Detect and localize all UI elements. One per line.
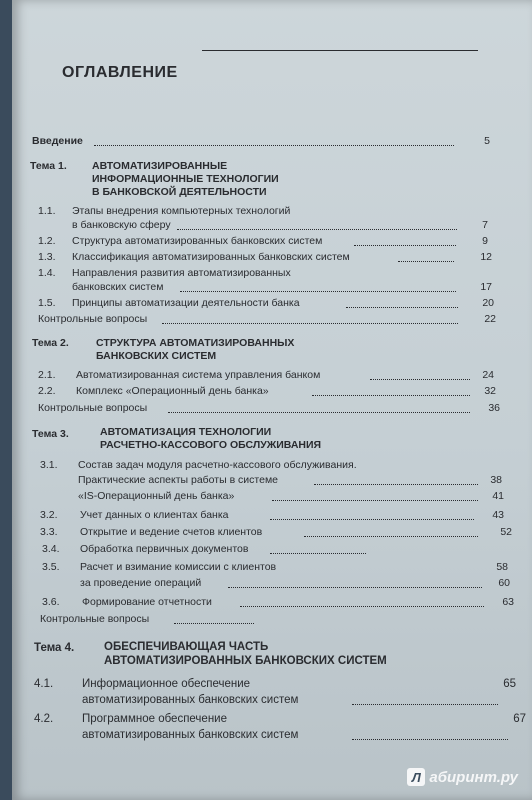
section-number: 3.1. [40, 459, 58, 471]
section-title: Комплекс «Операционный день банка» [76, 385, 269, 397]
header-rule [202, 50, 478, 51]
leader-dots [174, 623, 254, 624]
page-number: 9 [482, 235, 488, 247]
intro-label: Введение [32, 135, 83, 147]
book-page [12, 0, 532, 800]
section-number: 2.1. [38, 369, 56, 381]
topic-label: Тема 4. [34, 642, 75, 654]
questions-label: Контрольные вопросы [38, 402, 148, 414]
watermark-text: абиринт.ру [429, 768, 518, 786]
questions-label: Контрольные вопросы [38, 313, 148, 325]
section-number: 3.3. [40, 526, 58, 538]
page-number: 43 [492, 509, 504, 521]
section-number: 3.5. [42, 561, 60, 573]
section-title: Программное обеспечение [82, 713, 227, 725]
page-number: 58 [496, 561, 508, 573]
leader-dots [240, 606, 484, 607]
topic-title [92, 160, 279, 199]
leader-dots [352, 739, 508, 740]
leader-dots [94, 145, 454, 146]
questions-label: Контрольные вопросы [40, 613, 150, 625]
section-number: 4.1. [34, 678, 54, 690]
topic-title-line: РАСЧЕТНО-КАССОВОГО ОБСЛУЖИВАНИЯ [100, 439, 322, 451]
section-title: автоматизированных банковских систем [82, 729, 299, 741]
leader-dots [312, 395, 470, 396]
page-number: 7 [482, 219, 488, 231]
labirint-watermark [407, 768, 518, 786]
section-number: 3.4. [42, 543, 60, 555]
topic-title [96, 337, 294, 363]
section-title: Расчет и взимание комиссии с клиентов [80, 561, 277, 573]
topic-title-line: ОБЕСПЕЧИВАЮЩАЯ ЧАСТЬ [104, 641, 269, 653]
section-title: «IS-Операционный день банка» [78, 490, 235, 502]
page-number: 52 [500, 526, 512, 538]
page-number: 17 [480, 281, 492, 293]
section-number: 4.2. [34, 713, 54, 725]
leader-dots [352, 704, 498, 705]
leader-dots [270, 519, 474, 520]
section-number: 1.2. [38, 235, 56, 247]
page-number: 63 [502, 596, 514, 608]
section-title: Этапы внедрения компьютерных технологий [72, 205, 291, 217]
section-title: банковских систем [72, 281, 164, 293]
page-number: 12 [480, 251, 492, 263]
section-number: 1.1. [38, 205, 56, 217]
section-number: 3.2. [40, 509, 58, 521]
section-title: в банковскую сферу [72, 219, 171, 231]
page-title: ОГЛАВЛЕНИЕ [62, 64, 178, 81]
section-title: Принципы автоматизации деятельности банка [72, 297, 300, 309]
topic-title [104, 640, 387, 668]
page-number: 41 [492, 490, 504, 502]
labirint-logo-icon: Л [407, 768, 425, 786]
page-number: 32 [484, 385, 496, 397]
leader-dots [180, 291, 456, 292]
leader-dots [177, 229, 457, 230]
section-title: Учет данных о клиентах банка [80, 509, 229, 521]
section-title: Классификация автоматизированных банковских систем [72, 251, 350, 263]
section-number: 1.3. [38, 251, 56, 263]
leader-dots [354, 245, 456, 246]
section-title: Обработка первичных документов [80, 543, 249, 555]
section-title: Структура автоматизированных банковских систем [72, 235, 323, 247]
topic-title-line: АВТОМАТИЗАЦИЯ ТЕХНОЛОГИИ [100, 426, 272, 438]
page-number: 60 [498, 577, 510, 589]
leader-dots [162, 323, 458, 324]
page-number: 36 [488, 402, 500, 414]
topic-label: Тема 2. [32, 337, 69, 349]
topic-title-line: СТРУКТУРА АВТОМАТИЗИРОВАННЫХ [96, 337, 295, 349]
section-title: Формирование отчетности [82, 596, 212, 608]
section-number: 1.4. [38, 267, 56, 279]
section-number: 3.6. [42, 596, 60, 608]
page-number: 24 [482, 369, 494, 381]
section-title: Информационное обеспечение [82, 678, 251, 690]
page-number: 5 [484, 135, 490, 147]
section-title: за проведение операций [80, 577, 202, 589]
page-number: 38 [490, 474, 502, 486]
topic-title-line: БАНКОВСКИХ СИСТЕМ [96, 350, 217, 362]
leader-dots [370, 379, 470, 380]
section-title: Автоматизированная система управления банком [76, 369, 321, 381]
page-number: 22 [484, 313, 496, 325]
topic-title-line: АВТОМАТИЗИРОВАННЫЕ [92, 160, 228, 172]
section-title: Открытие и ведение счетов клиентов [80, 526, 263, 538]
section-title: Практические аспекты работы в системе [78, 474, 279, 486]
topic-title-line: ИНФОРМАЦИОННЫЕ ТЕХНОЛОГИИ [92, 173, 279, 185]
leader-dots [168, 412, 470, 413]
page-number: 67 [513, 713, 526, 725]
section-number: 2.2. [38, 385, 56, 397]
topic-label: Тема 3. [32, 428, 69, 440]
leader-dots [346, 307, 458, 308]
section-title: Состав задач модуля расчетно-кассового обслуживания. [78, 459, 357, 471]
section-title: автоматизированных банковских систем [82, 694, 299, 706]
topic-label: Тема 1. [30, 160, 67, 172]
leader-dots [314, 484, 478, 485]
leader-dots [228, 587, 482, 588]
topic-title-line: АВТОМАТИЗИРОВАННЫХ БАНКОВСКИХ СИСТЕМ [104, 655, 387, 667]
section-title: Направления развития автоматизированных [72, 267, 291, 279]
leader-dots [304, 536, 478, 537]
topic-title [100, 426, 321, 452]
leader-dots [398, 261, 454, 262]
section-number: 1.5. [38, 297, 56, 309]
topic-title-line: В БАНКОВСКОЙ ДЕЯТЕЛЬНОСТИ [92, 186, 267, 198]
leader-dots [270, 553, 366, 554]
leader-dots [272, 500, 478, 501]
page-number: 20 [482, 297, 494, 309]
page-number: 65 [503, 678, 516, 690]
